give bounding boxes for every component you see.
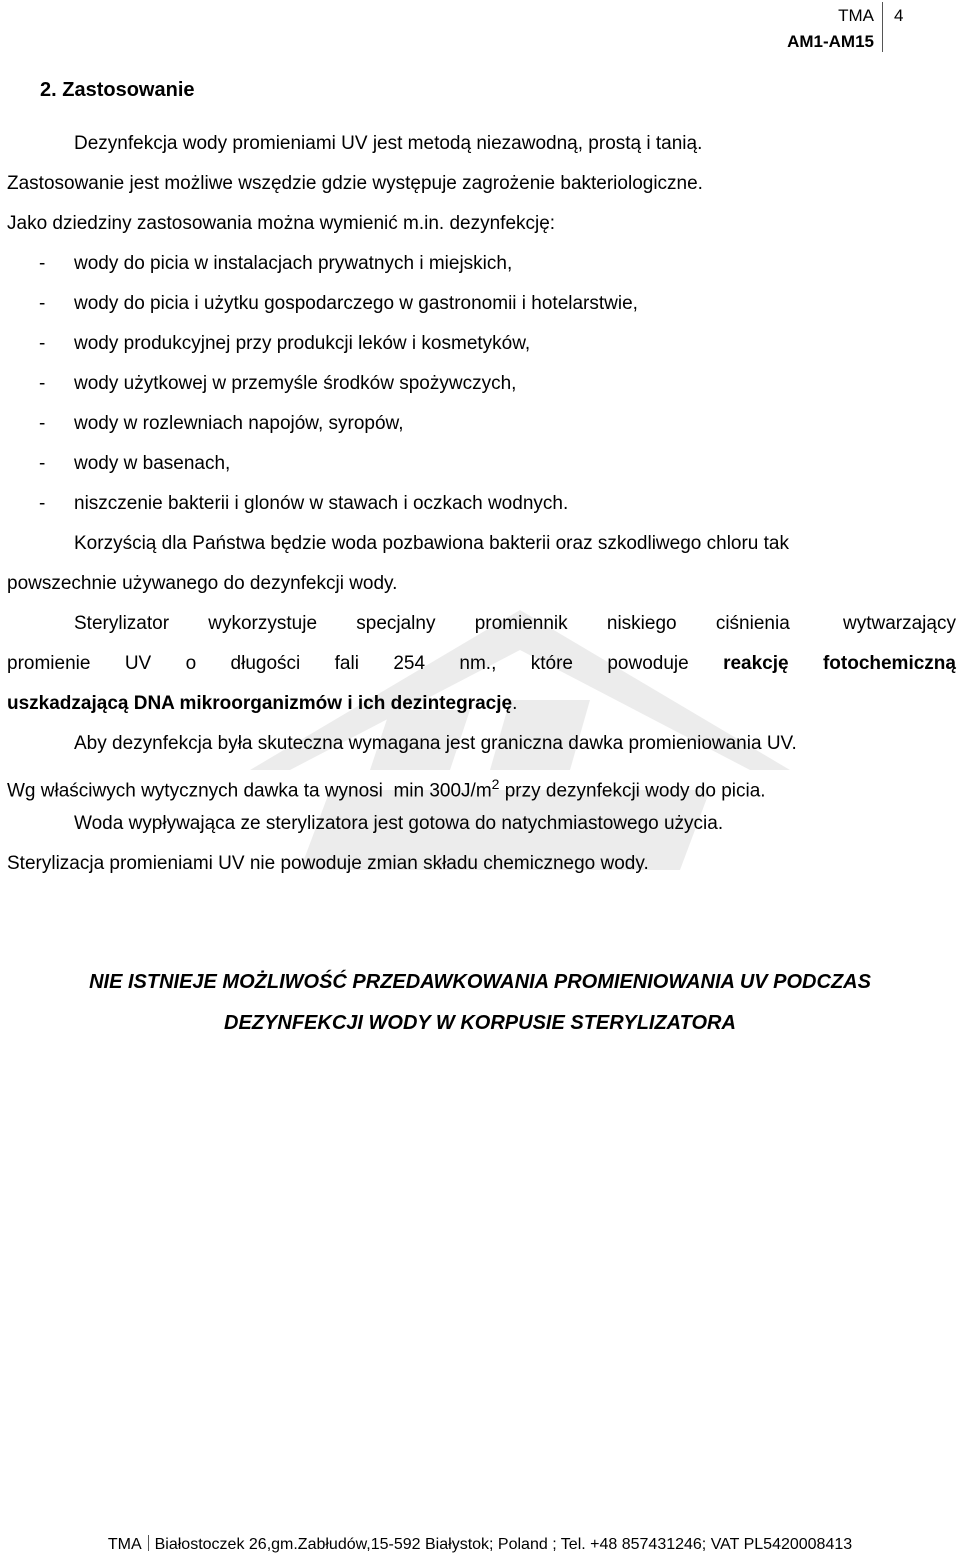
benefit-line-2: powszechnie używanego do dezynfekcji wody. <box>7 573 398 594</box>
water-line-2: Sterylizacja promieniami UV nie powoduje zmian składu chemicznego wody. <box>7 853 649 874</box>
word: długości <box>230 653 301 674</box>
intro-line-3: Jako dziedziny zastosowania można wymienić m.in. dezynfekcję: <box>7 213 556 234</box>
sterilizer-line-1 <box>74 613 956 635</box>
word: Sterylizator <box>74 613 170 634</box>
word: specjalny <box>356 613 436 634</box>
header-document-code: AM1-AM15 <box>787 32 874 51</box>
section-title: 2. Zastosowanie <box>40 79 195 101</box>
dose-line-2 <box>7 773 766 802</box>
dose-text-b: przy dezynfekcji wody do picia. <box>499 780 766 802</box>
intro-line-1: Dezynfekcja wody promieniami UV jest metodą niezawodną, prostą i tanią. <box>74 133 703 154</box>
word: 254 <box>393 653 426 674</box>
intro-line-2: Zastosowanie jest możliwe wszędzie gdzie występuje zagrożenie bakteriologiczne. <box>7 173 703 194</box>
water-line-1: Woda wypływająca ze sterylizatora jest gotowa do natychmiastowego użycia. <box>74 813 724 834</box>
list-item: wody do picia w instalacjach prywatnych i miejskich, <box>74 253 513 274</box>
list-item: wody do picia i użytku gospodarczego w gastronomii i hotelarstwie, <box>74 293 638 314</box>
warning-line-1: NIE ISTNIEJE MOŻLIWOŚĆ PRZEDAWKOWANIA PROMIENIOWANIA UV PODCZAS <box>89 971 871 993</box>
bullet-marker: - <box>39 373 46 394</box>
bullet-marker: - <box>39 333 46 354</box>
dose-line-1: Aby dezynfekcja była skuteczna wymagana jest graniczna dawka promieniowania UV. <box>74 733 797 754</box>
footer-address: Białostoczek 26,gm.Zabłudów,15-592 Białystok; Poland ; Tel. +48 857431246; VAT PL5420008413 <box>154 1536 853 1553</box>
bold-word: reakcję <box>723 653 789 674</box>
word: ciśnienia <box>715 613 790 634</box>
footer-divider <box>148 1535 149 1551</box>
list-item: wody produkcyjnej przy produkcji leków i kosmetyków, <box>74 333 531 354</box>
word: fali <box>334 653 359 674</box>
period: . <box>512 693 518 714</box>
word: wykorzystuje <box>208 613 318 634</box>
list-item: niszczenie bakterii i glonów w stawach i oczkach wodnych. <box>74 493 569 514</box>
benefit-line-1: Korzyścią dla Państwa będzie woda pozbawiona bakterii oraz szkodliwego chloru tak <box>74 533 789 554</box>
word: powoduje <box>607 653 689 674</box>
word: o <box>185 653 197 674</box>
dose-text-a: Wg właściwych wytycznych dawka ta wynosi min 300J/m <box>7 780 492 802</box>
bullet-marker: - <box>39 293 46 314</box>
bold-word: fotochemiczną <box>822 653 956 674</box>
superscript: 2 <box>491 776 500 792</box>
bullet-marker: - <box>39 453 46 474</box>
word: promienie <box>7 653 91 674</box>
list-item: wody w basenach, <box>74 453 231 474</box>
word: niskiego <box>606 613 677 634</box>
word: wytwarzający <box>843 613 956 634</box>
header-divider <box>882 2 883 52</box>
sterilizer-line-3 <box>7 693 517 715</box>
sterilizer-line-2 <box>7 653 956 675</box>
word: promiennik <box>474 613 568 634</box>
bullet-marker: - <box>39 253 46 274</box>
word: które <box>530 653 573 674</box>
word: UV <box>124 653 152 674</box>
footer <box>0 1535 960 1554</box>
list-item: wody użytkowej w przemyśle środków spożywczych, <box>74 373 517 394</box>
bold-phrase: uszkadzającą DNA mikroorganizmów i ich dezintegrację <box>7 693 513 714</box>
page-number: 4 <box>894 6 904 25</box>
header-brand: TMA <box>838 6 874 25</box>
bullet-marker: - <box>39 493 46 514</box>
warning-line-2: DEZYNFEKCJI WODY W KORPUSIE STERYLIZATORA <box>224 1012 736 1034</box>
word: nm., <box>459 653 497 674</box>
list-item: wody w rozlewniach napojów, syropów, <box>74 413 404 434</box>
bullet-marker: - <box>39 413 46 434</box>
footer-brand: TMA <box>107 1536 142 1553</box>
